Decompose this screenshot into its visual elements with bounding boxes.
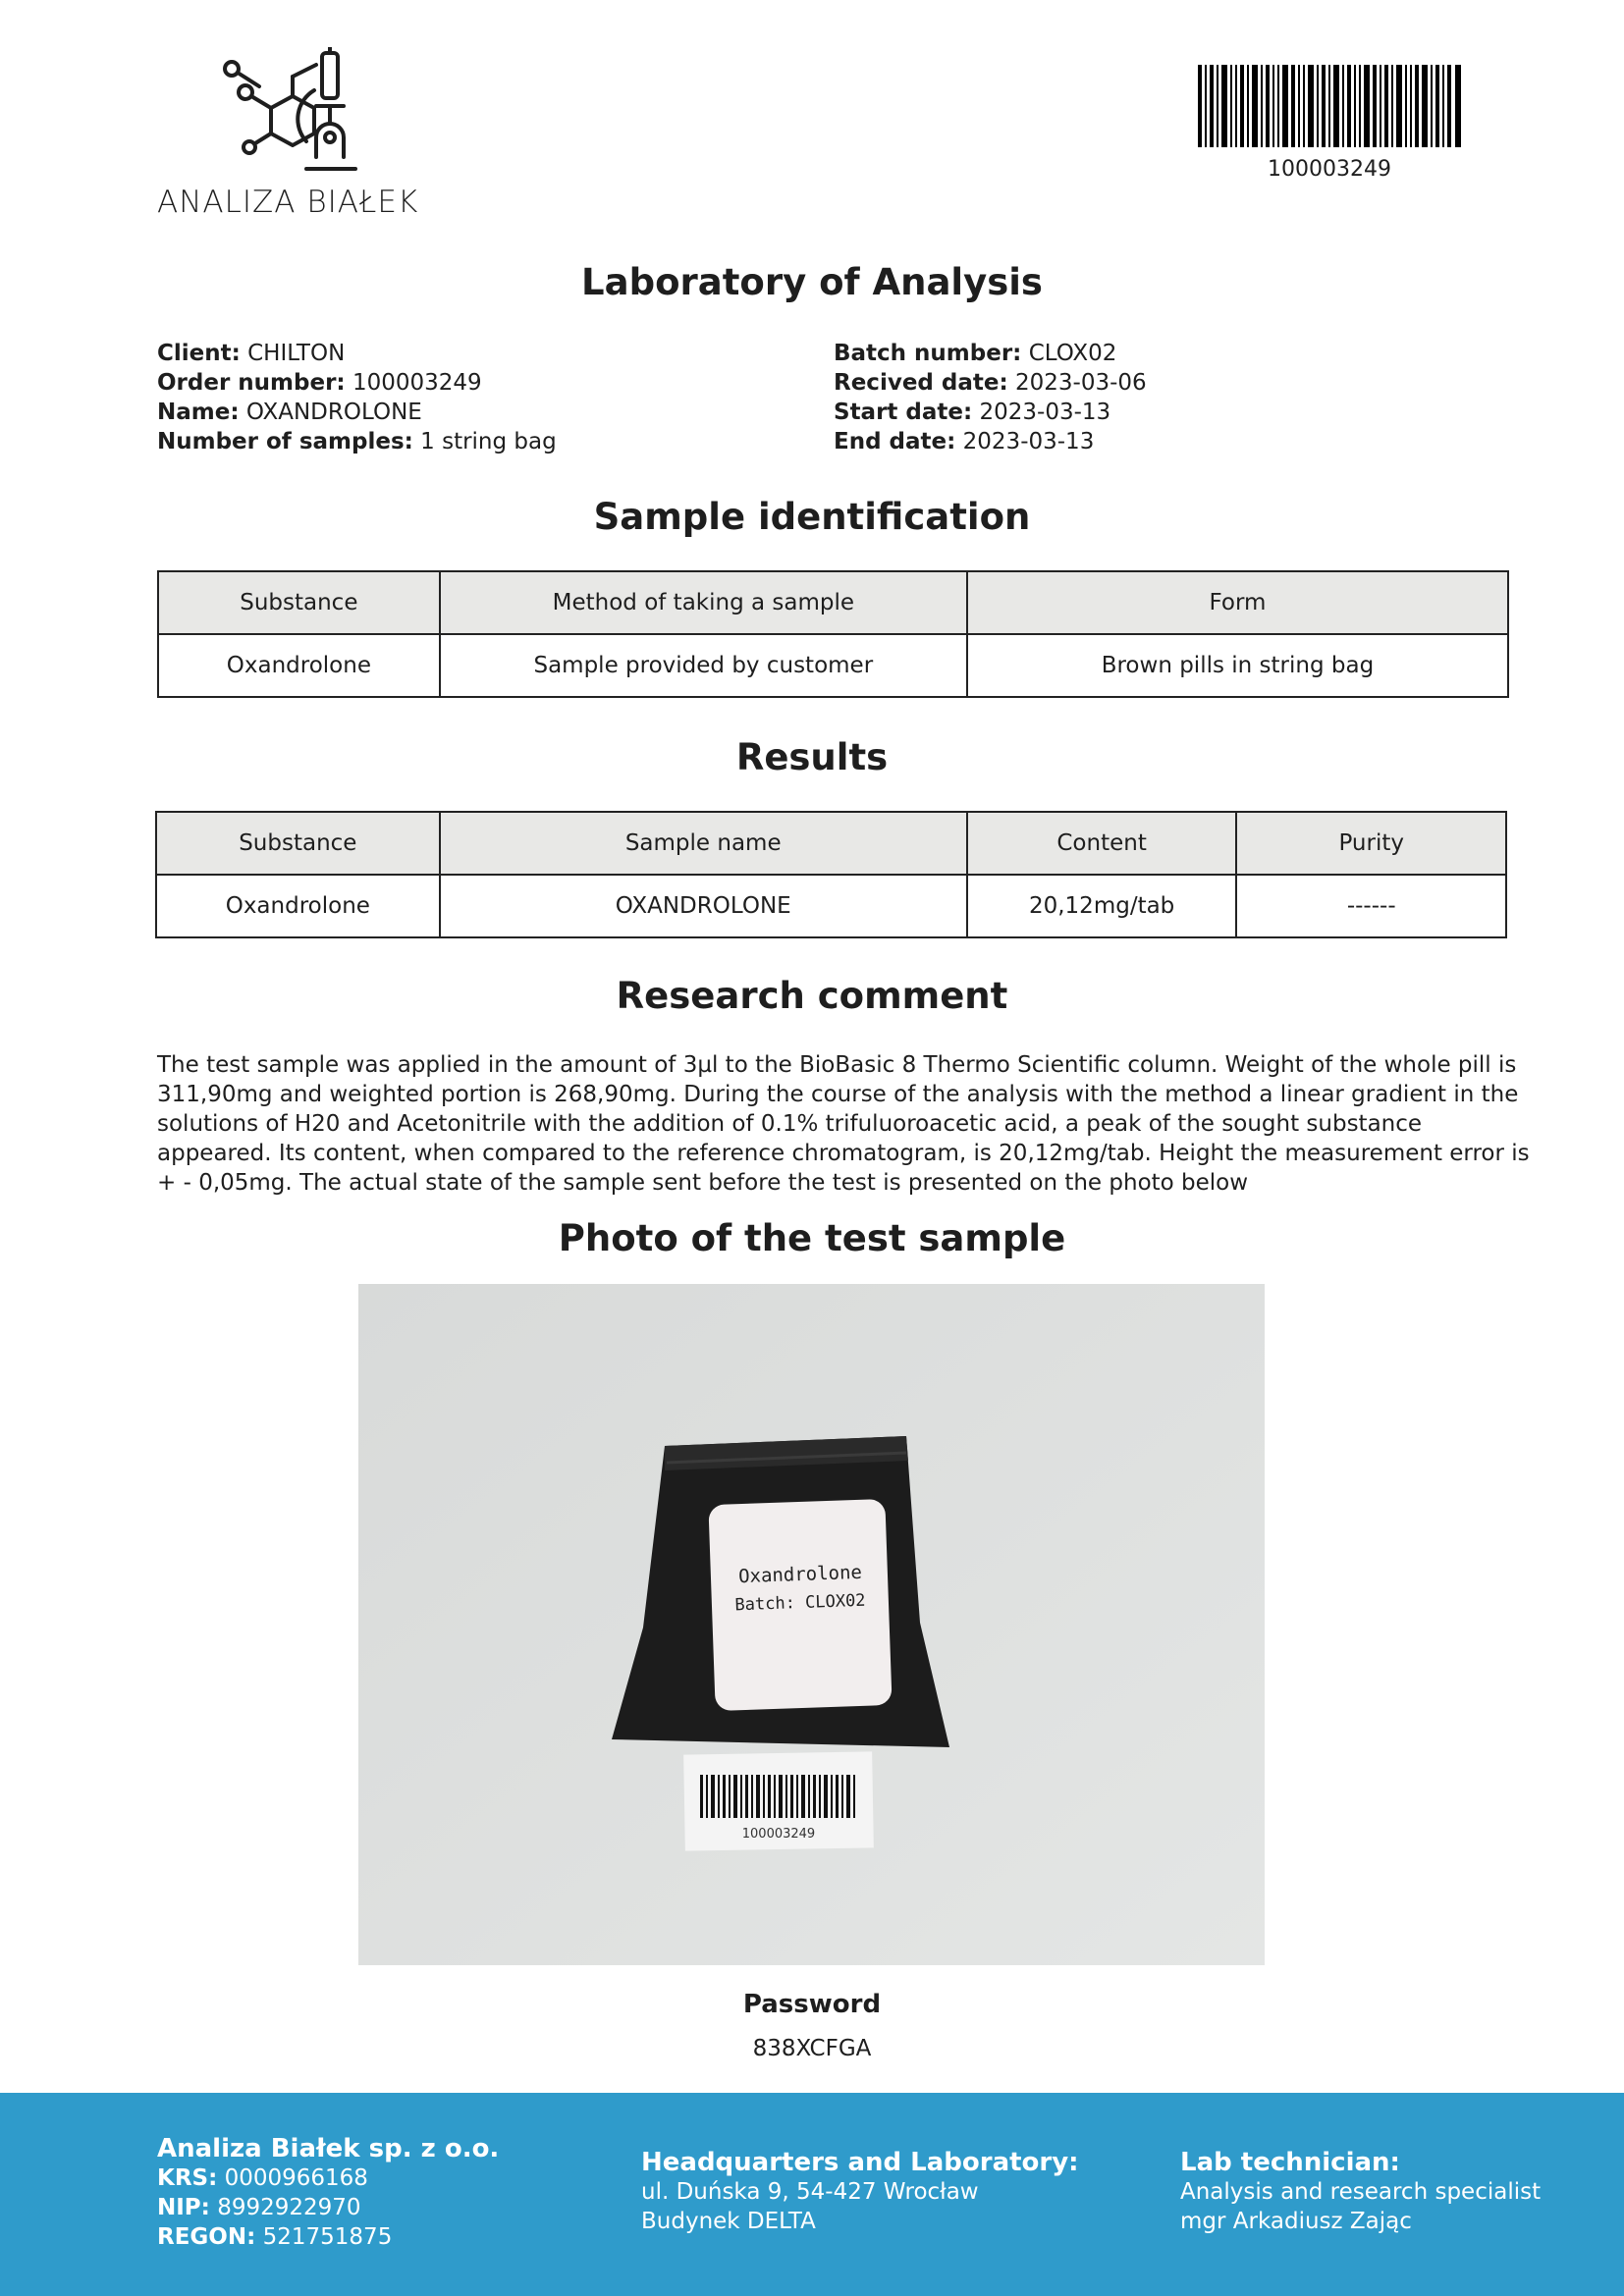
microscope-molecule-icon — [222, 47, 369, 175]
table-cell: OXANDROLONE — [440, 875, 967, 937]
end-value: 2023-03-13 — [962, 429, 1095, 454]
table-cell: Brown pills in string bag — [967, 634, 1508, 697]
name-row — [157, 398, 557, 427]
photo-heading: Photo of the test sample — [558, 1217, 1066, 1259]
info-right — [834, 339, 1147, 456]
end-row — [834, 427, 1147, 456]
table-row — [158, 634, 1508, 697]
order-label: Order number: — [157, 370, 346, 396]
hq-line1: ul. Duńska 9, 54-427 Wrocław — [641, 2179, 979, 2205]
end-label: End date: — [834, 429, 956, 454]
hq-line2: Budynek DELTA — [641, 2209, 816, 2234]
photo-text-layer — [358, 1284, 1265, 1965]
batch-label: Batch number: — [834, 341, 1022, 366]
start-label: Start date: — [834, 400, 973, 425]
research-comment-text: The test sample was applied in the amount of 3µl to the BioBasic 8 Thermo Scientific column. Weight of the whole pill is 311,90mg and weighted portion is 268,90mg. During the course of the analysis with the method a linear gradient in the solutions of H20 and Acetonitrile with the addition of 0.1% trifuluoroacetic acid, a peak of the sought substance appeared. Its content, when compared to the reference chromatogram, is 20,12mg/tab. Height the measurement error is + - 0,05mg. The actual state of the sample sent before the test is presented on the photo below — [157, 1052, 1530, 1196]
company-logo — [157, 47, 432, 224]
research-comment-heading: Research comment — [616, 975, 1008, 1017]
sample-identification-table — [157, 570, 1509, 698]
order-value: 100003249 — [352, 370, 482, 396]
table-cell: ------ — [1236, 875, 1506, 937]
photo-label-line2: Batch: CLOX02 — [734, 1590, 866, 1616]
samples-label: Number of samples: — [157, 429, 413, 454]
nip-label: NIP: — [157, 2195, 210, 2220]
client-label: Client: — [157, 341, 241, 366]
name-label: Name: — [157, 400, 240, 425]
start-row — [834, 398, 1147, 427]
barcode — [1198, 65, 1461, 147]
client-row — [157, 339, 557, 368]
nip-row — [157, 2193, 499, 2222]
results-heading: Results — [735, 736, 889, 778]
table-row — [156, 875, 1506, 937]
footer-headquarters — [641, 2148, 1079, 2236]
photo-label-line1: Oxandrolone — [737, 1561, 863, 1588]
table-cell: Oxandrolone — [156, 875, 440, 937]
tech-line2: mgr Arkadiusz Zając — [1180, 2209, 1412, 2234]
received-value: 2023-03-06 — [1014, 370, 1147, 396]
tech-line1: Analysis and research specialist — [1180, 2179, 1542, 2205]
tech-title: Lab technician: — [1180, 2148, 1400, 2177]
table-header-cell: Sample name — [440, 812, 967, 875]
photo-barcode-number: 100003249 — [741, 1827, 816, 1842]
password-label: Password — [742, 1990, 882, 2019]
samples-value: 1 string bag — [420, 429, 557, 454]
table-header-cell: Content — [967, 812, 1237, 875]
regon-value: 521751875 — [262, 2224, 393, 2250]
client-value: CHILTON — [247, 341, 346, 366]
sample-photo — [358, 1284, 1265, 1965]
name-value: OXANDROLONE — [245, 400, 422, 425]
samples-row — [157, 427, 557, 456]
company-name: Analiza Białek sp. z o.o. — [157, 2134, 500, 2163]
results-table — [155, 811, 1507, 938]
hq-title: Headquarters and Laboratory: — [641, 2148, 1079, 2177]
barcode-number: 100003249 — [1268, 157, 1391, 182]
regon-label: REGON: — [157, 2224, 256, 2250]
batch-value: CLOX02 — [1028, 341, 1117, 366]
footer-technician — [1180, 2148, 1541, 2236]
footer — [0, 2093, 1624, 2296]
table-cell: 20,12mg/tab — [967, 875, 1237, 937]
table-header-row — [156, 812, 1506, 875]
nip-value: 8992922970 — [217, 2195, 361, 2220]
order-row — [157, 368, 557, 398]
password-value: 838XCFGA — [752, 2036, 872, 2061]
footer-company — [157, 2134, 499, 2252]
krs-row — [157, 2163, 499, 2193]
table-cell: Sample provided by customer — [440, 634, 967, 697]
batch-row — [834, 339, 1147, 368]
received-label: Recived date: — [834, 370, 1008, 396]
table-header-cell: Substance — [158, 571, 440, 634]
start-value: 2023-03-13 — [979, 400, 1111, 425]
regon-row — [157, 2222, 499, 2252]
table-cell: Oxandrolone — [158, 634, 440, 697]
logo-text: ANALIZA BIAŁEK — [157, 185, 419, 220]
krs-label: KRS: — [157, 2165, 218, 2191]
sample-identification-heading: Sample identification — [593, 496, 1031, 538]
info-left — [157, 339, 557, 456]
table-header-cell: Substance — [156, 812, 440, 875]
krs-value: 0000966168 — [224, 2165, 368, 2191]
received-row — [834, 368, 1147, 398]
table-header-cell: Purity — [1236, 812, 1506, 875]
page-title: Laboratory of Analysis — [581, 261, 1043, 303]
table-header-row — [158, 571, 1508, 634]
table-header-cell: Method of taking a sample — [440, 571, 967, 634]
table-header-cell: Form — [967, 571, 1508, 634]
